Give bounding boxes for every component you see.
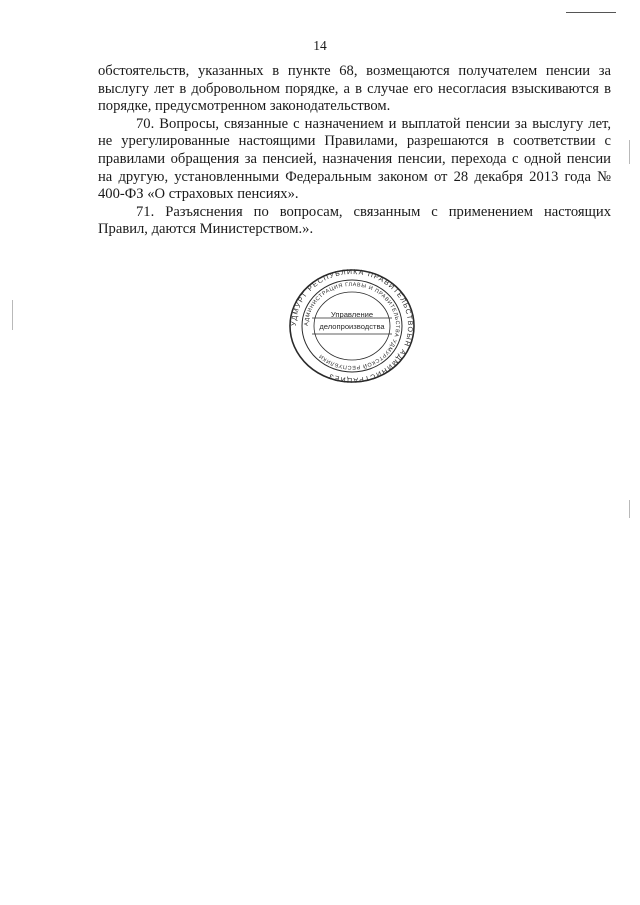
paragraph-70: 70. Вопросы, связанные с назначением и выплатой пенсии за выслугу лет, не урегулированные настоящими Правилами, разрешаются в соответствии с правилами обращения за пенсией, назначения пенсии, перехода с одной пенсии на другую, установленными Федеральным законом от 28 декабря 2013 года № 400-ФЗ «О страховых пенсиях». bbox=[98, 115, 611, 203]
paragraph-continuation: обстоятельств, указанных в пункте 68, возмещаются получателем пенсии за выслугу лет в добровольном порядке, а в случае его несогласия взыскиваются в порядке, предусмотренном законодательством. bbox=[98, 63, 611, 115]
seal-center-line-2: делопроизводства bbox=[319, 322, 385, 331]
seal-outer-ring-text: УДМУРТ РЕСПУБЛИКА ПРАВИТЕЛЬСТВОЫН АДМИНИСТРАЦИЕЗ bbox=[290, 268, 414, 384]
paragraph-71: 71. Разъяснения по вопросам, связанным с применением настоящих Правил, даются Министерством.». bbox=[98, 203, 611, 238]
scan-artifact bbox=[629, 140, 630, 164]
scan-artifact bbox=[629, 500, 630, 518]
scan-artifact bbox=[12, 300, 13, 330]
official-seal-stamp bbox=[288, 268, 416, 384]
header-rule bbox=[566, 12, 616, 13]
page-number: 14 bbox=[313, 38, 327, 53]
document-body bbox=[98, 63, 611, 239]
seal-inner-ring-text: АДМИНИСТРАЦИЯ ГЛАВЫ И ПРАВИТЕЛЬСТВА УДМУРТСКОЙ РЕСПУБЛИКИ bbox=[303, 281, 401, 371]
seal-center-line-1: Управление bbox=[330, 310, 374, 319]
